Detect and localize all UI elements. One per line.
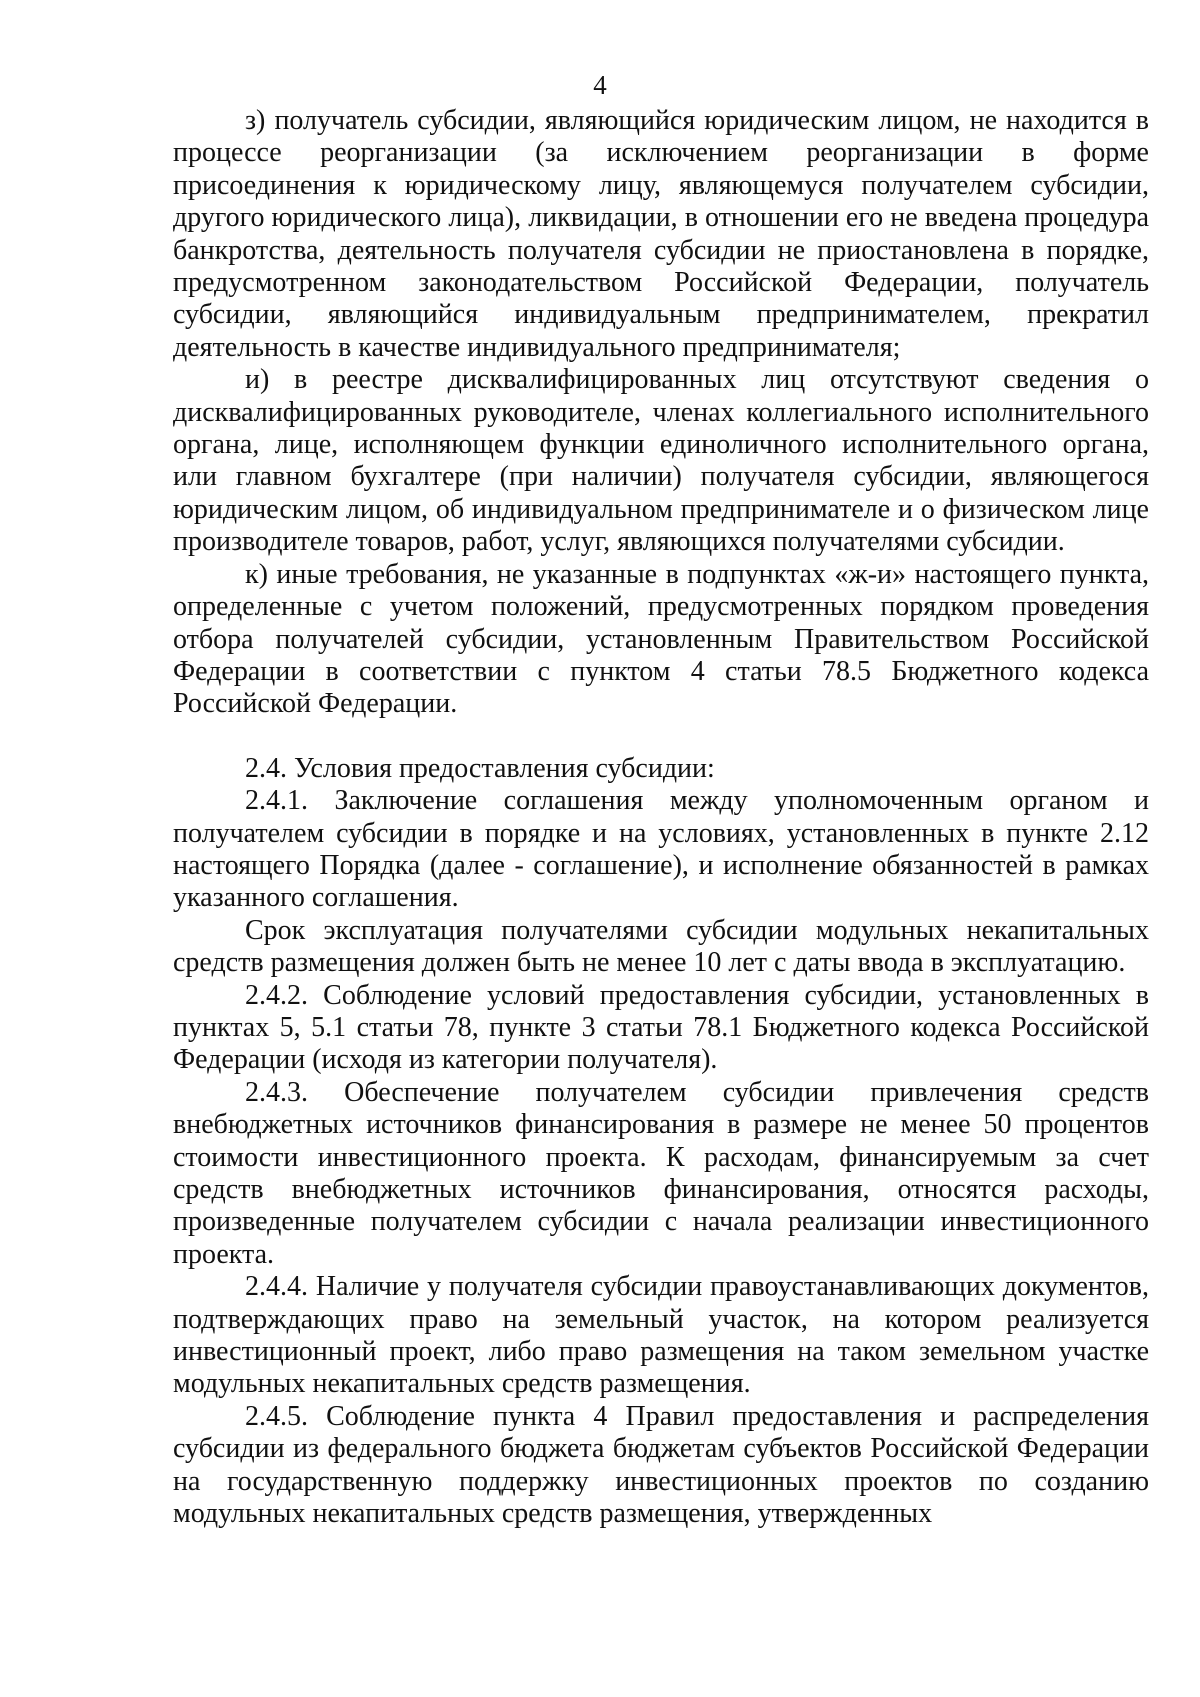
document-body <box>173 105 1149 1530</box>
paragraph-k: к) иные требования, не указанные в подпунктах «ж-и» настоящего пункта, определенные с учетом положений, предусмотренных порядком проведения отбора получателей субсидии, установленным Правительством Российской Федерации в соответствии с пунктом 4 статьи 78.5 Бюджетного кодекса Российской Федерации. <box>173 558 1149 720</box>
paragraph-i: и) в реестре дисквалифицированных лиц отсутствуют сведения о дисквалифицированных руководителе, членах коллегиального исполнительного органа, лице, исполняющем функции единоличного исполнительного органа, или главном бухгалтере (при наличии) получателя субсидии, являющегося юридическим лицом, об индивидуальном предпринимателе и о физическом лице производителе товаров, работ, услуг, являющихся получателями субсидии. <box>173 364 1149 558</box>
page-number: 4 <box>593 70 607 100</box>
paragraph-exploitation-term: Срок эксплуатация получателями субсидии модульных некапитальных средств размещения должен быть не менее 10 лет с даты ввода в эксплуатацию. <box>173 914 1149 979</box>
paragraph-2-4-4: 2.4.4. Наличие у получателя субсидии правоустанавливающих документов, подтверждающих право на земельный участок, на котором реализуется инвестиционный проект, либо право размещения на таком земельном участке модульных некапитальных средств размещения. <box>173 1271 1149 1400</box>
section-heading-2-4: 2.4. Условия предоставления субсидии: <box>245 752 715 784</box>
paragraph-2-4-1: 2.4.1. Заключение соглашения между уполномоченным органом и получателем субсидии в порядке и на условиях, установленных в пункте 2.12 настоящего Порядка (далее - соглашение), и исполнение обязанностей в рамках указанного соглашения. <box>173 785 1149 914</box>
paragraph-z: з) получатель субсидии, являющийся юридическим лицом, не находится в процессе реорганизации (за исключением реорганизации в форме присоединения к юридическому лицу, являющемуся получателем субсидии, другого юридического лица), ликвидации, в отношении его не введена процедура банкротства, деятельность получателя субсидии не приостановлена в порядке, предусмотренном законодательством Российской Федерации, получатель субсидии, являющийся индивидуальным предпринимателем, прекратил деятельность в качестве индивидуального предпринимателя; <box>173 105 1149 363</box>
paragraph-2-4-3: 2.4.3. Обеспечение получателем субсидии привлечения средств внебюджетных источников финансирования в размере не менее 50 процентов стоимости инвестиционного проекта. К расходам, финансируемым за счет средств внебюджетных источников финансирования, относятся расходы, произведенные получателем субсидии с начала реализации инвестиционного проекта. <box>173 1076 1149 1270</box>
paragraph-2-4-2: 2.4.2. Соблюдение условий предоставления субсидии, установленных в пунктах 5, 5.1 статьи 78, пункте 3 статьи 78.1 Бюджетного кодекса Российской Федерации (исходя из категории получателя). <box>173 979 1149 1076</box>
paragraph-2-4-5: 2.4.5. Соблюдение пункта 4 Правил предоставления и распределения субсидии из федерального бюджета бюджетам субъектов Российской Федерации на государственную поддержку инвестиционных проектов по созданию модульных некапитальных средств размещения, утвержденных <box>173 1400 1149 1530</box>
